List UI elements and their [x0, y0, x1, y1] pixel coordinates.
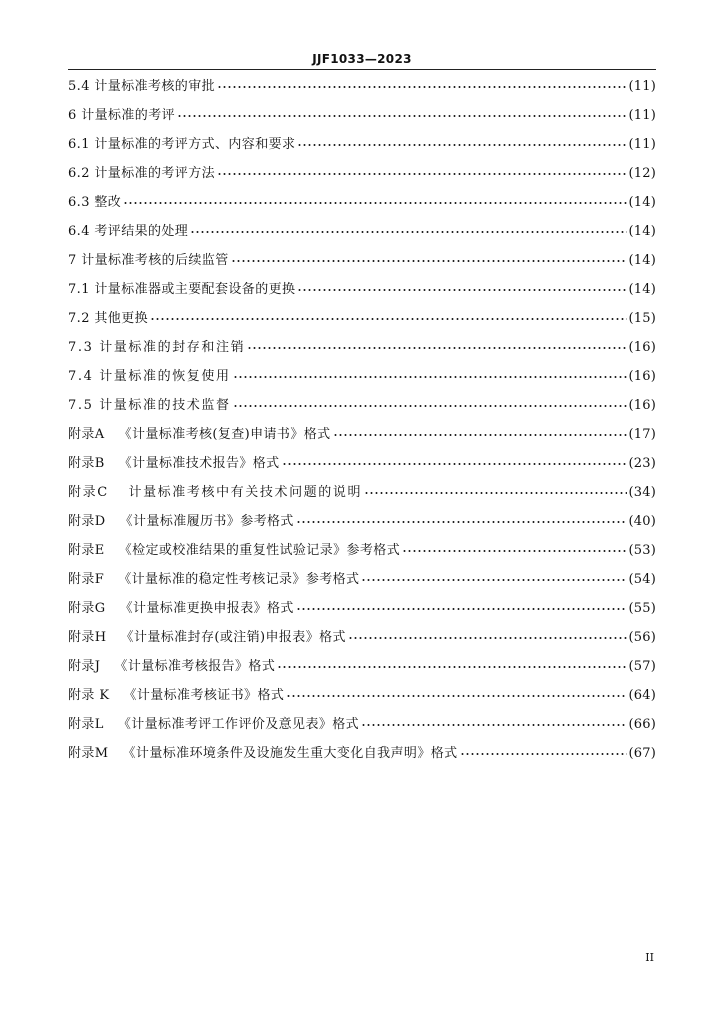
appendix-label: 附录G [68, 601, 106, 616]
toc-entry-text: 《计量标准更换申报表》格式 [119, 601, 294, 616]
toc-entry-title [68, 536, 400, 565]
toc-entry-text: 6.1 计量标准的考评方式、内容和要求 [68, 137, 296, 152]
toc-page-number: (40) [628, 514, 656, 529]
dot-leader [297, 141, 626, 149]
toc-entry-text: 6.4 考评结果的处理 [68, 224, 189, 239]
toc-entry-title [68, 739, 458, 768]
dot-leader [277, 663, 626, 671]
toc-entry-title [68, 275, 295, 304]
toc-entry-text: 《计量标准履历书》参考格式 [119, 514, 294, 529]
dot-leader [190, 228, 626, 236]
appendix-label: 附录M [68, 746, 109, 761]
toc-page-number: (16) [628, 398, 656, 413]
dot-leader [286, 692, 626, 700]
standard-code-header: JJF1033—2023 [312, 52, 412, 66]
appendix-label: 附录H [68, 630, 107, 645]
dot-leader [348, 634, 627, 642]
dot-leader [364, 489, 626, 497]
appendix-label: 附录D [68, 514, 106, 529]
toc-entry-title [68, 594, 294, 623]
toc-entry-title [68, 246, 229, 275]
toc-page-number: (16) [628, 340, 656, 355]
dot-leader [217, 83, 626, 91]
toc-entry-text: 6 计量标准的考评 [68, 108, 176, 123]
toc-page-number: (14) [628, 253, 656, 268]
toc-entry-title [68, 188, 121, 217]
toc-entry-title [68, 710, 359, 739]
page-number: II [645, 951, 654, 964]
appendix-label: 附录L [68, 717, 104, 732]
toc-entry-text: 7.2 其他更换 [68, 311, 149, 326]
toc-page-number: (11) [628, 108, 656, 123]
dot-leader [123, 199, 626, 207]
toc-entry[interactable] [68, 130, 656, 159]
dot-leader [361, 576, 626, 584]
dot-leader [233, 402, 627, 410]
toc-entry[interactable] [68, 536, 656, 565]
toc-entry-title [68, 478, 362, 507]
toc-page-number: (67) [628, 746, 656, 761]
toc-page-number: (57) [628, 659, 656, 674]
dot-leader [233, 373, 627, 381]
header-divider [68, 69, 656, 70]
appendix-label: 附录B [68, 456, 105, 471]
toc-entry-text: 计量标准考核中有关技术问题的说明 [122, 485, 363, 500]
appendix-label: 附录J [68, 659, 101, 674]
toc-page-number: (12) [628, 166, 656, 181]
dot-leader [361, 721, 626, 729]
toc-page-number: (15) [628, 311, 656, 326]
table-of-contents [68, 72, 656, 768]
dot-leader [333, 431, 627, 439]
toc-entry-title [68, 391, 231, 420]
dot-leader [297, 286, 626, 294]
toc-entry[interactable] [68, 565, 656, 594]
toc-entry[interactable] [68, 507, 656, 536]
toc-entry-title [68, 420, 331, 449]
dot-leader [231, 257, 627, 265]
toc-entry-title [68, 333, 245, 362]
toc-entry[interactable] [68, 623, 656, 652]
toc-entry[interactable] [68, 391, 656, 420]
toc-page-number: (56) [628, 630, 656, 645]
toc-page-number: (53) [628, 543, 656, 558]
toc-entry-text: 6.3 整改 [68, 195, 122, 210]
toc-entry-text: 《检定或校准结果的重复性试验记录》参考格式 [118, 543, 401, 558]
toc-page-number: (11) [628, 79, 656, 94]
toc-entry-text: 5.4 计量标准考核的审批 [68, 79, 216, 94]
toc-page-number: (14) [628, 282, 656, 297]
toc-page-number: (54) [628, 572, 656, 587]
toc-entry[interactable] [68, 478, 656, 507]
toc-entry[interactable] [68, 275, 656, 304]
toc-entry-text: 7 计量标准考核的后续监管 [68, 253, 229, 268]
toc-entry[interactable] [68, 594, 656, 623]
dot-leader [217, 170, 626, 178]
toc-entry[interactable] [68, 420, 656, 449]
appendix-label: 附录E [68, 543, 105, 558]
toc-entry-text: 《计量标准封存(或注销)申报表》格式 [120, 630, 346, 645]
dot-leader [296, 518, 627, 526]
toc-entry[interactable] [68, 362, 656, 391]
toc-entry[interactable] [68, 188, 656, 217]
toc-entry-title [68, 681, 284, 710]
toc-entry-text: 《计量标准的稳定性考核记录》参考格式 [118, 572, 360, 587]
toc-entry-title [68, 72, 215, 101]
toc-entry-title [68, 101, 175, 130]
toc-entry-title [68, 217, 188, 246]
dot-leader [296, 605, 627, 613]
toc-page-number: (11) [628, 137, 656, 152]
toc-entry-text: 《计量标准考核报告》格式 [114, 659, 276, 674]
toc-entry-text: 《计量标准技术报告》格式 [118, 456, 280, 471]
toc-entry[interactable] [68, 333, 656, 362]
appendix-label: 附录F [68, 572, 105, 587]
toc-page-number: (14) [628, 224, 656, 239]
appendix-label: 附录 K [68, 688, 110, 703]
toc-entry[interactable] [68, 159, 656, 188]
toc-entry-title [68, 304, 148, 333]
toc-entry-text: 7.1 计量标准器或主要配套设备的更换 [68, 282, 296, 297]
appendix-label: 附录A [68, 427, 105, 442]
toc-entry-title [68, 159, 215, 188]
toc-entry-title [68, 507, 294, 536]
toc-page-number: (16) [628, 369, 656, 384]
toc-entry[interactable] [68, 217, 656, 246]
toc-page-number: (14) [628, 195, 656, 210]
toc-entry-title [68, 130, 295, 159]
toc-entry[interactable] [68, 101, 656, 130]
toc-entry-text: 《计量标准考核证书》格式 [123, 688, 285, 703]
appendix-label: 附录C [68, 485, 109, 500]
toc-page-number: (34) [628, 485, 656, 500]
toc-page-number: (55) [628, 601, 656, 616]
toc-entry-text: 7.4 计量标准的恢复使用 [68, 369, 231, 384]
toc-page-number: (64) [628, 688, 656, 703]
dot-leader [402, 547, 626, 555]
toc-entry-text: 7.3 计量标准的封存和注销 [68, 340, 246, 355]
toc-entry[interactable] [68, 681, 656, 710]
toc-entry-title [68, 623, 346, 652]
toc-entry[interactable] [68, 739, 656, 768]
toc-entry[interactable] [68, 652, 656, 681]
toc-entry-text: 7.5 计量标准的技术监督 [68, 398, 231, 413]
dot-leader [247, 344, 626, 352]
toc-entry[interactable] [68, 449, 656, 478]
toc-entry[interactable] [68, 72, 656, 101]
toc-entry[interactable] [68, 246, 656, 275]
toc-entry-text: 《计量标准考评工作评价及意见表》格式 [117, 717, 360, 732]
toc-page-number: (66) [628, 717, 656, 732]
toc-entry[interactable] [68, 304, 656, 333]
toc-entry-text: 《计量标准考核(复查)申请书》格式 [118, 427, 331, 442]
dot-leader [282, 460, 627, 468]
toc-entry-title [68, 565, 359, 594]
dot-leader [460, 750, 627, 758]
dot-leader [177, 112, 626, 120]
toc-page-number: (17) [628, 427, 656, 442]
toc-entry-title [68, 652, 275, 681]
toc-entry-title [68, 362, 231, 391]
toc-entry-title [68, 449, 280, 478]
toc-entry-text: 6.2 计量标准的考评方法 [68, 166, 216, 181]
toc-entry[interactable] [68, 710, 656, 739]
toc-page-number: (23) [628, 456, 656, 471]
dot-leader [150, 315, 626, 323]
toc-entry-text: 《计量标准环境条件及设施发生重大变化自我声明》格式 [122, 746, 458, 761]
